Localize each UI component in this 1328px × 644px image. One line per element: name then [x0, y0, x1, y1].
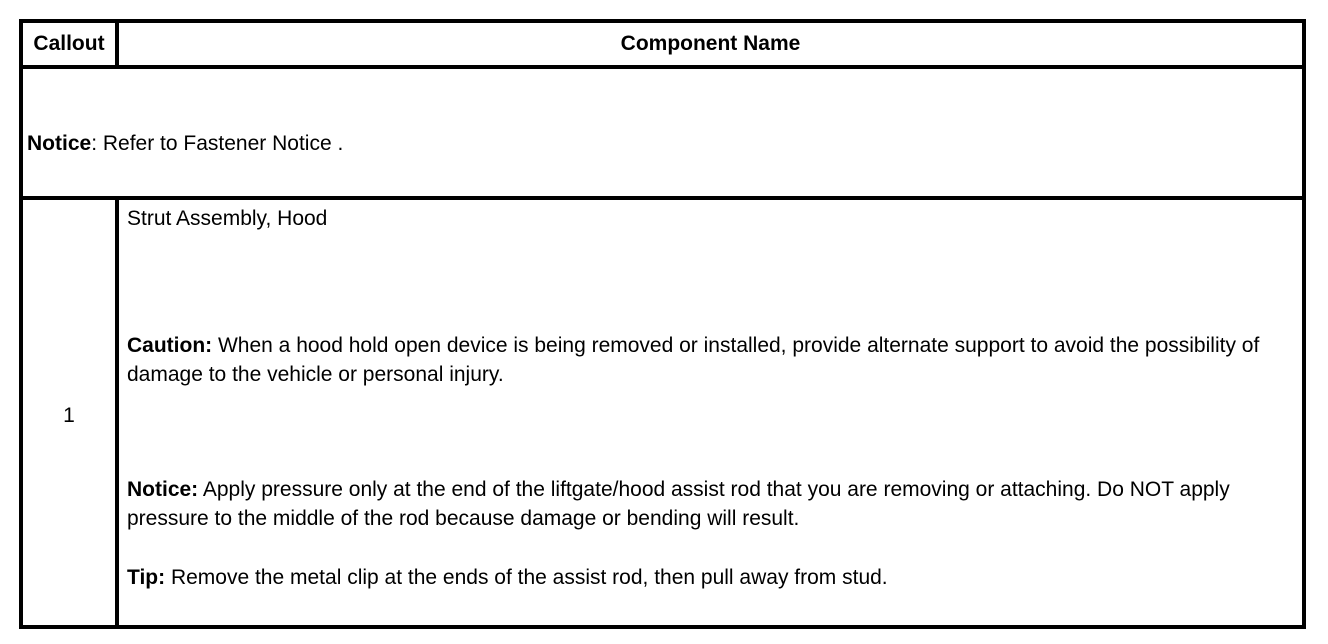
item-notice-text: Apply pressure only at the end of the liftgate/hood assist rod that you are removing or attaching. Do NOT apply pressure to the middle of the rod because damage or bending will result. [127, 478, 1230, 530]
table-header-row [23, 23, 1302, 69]
table-row [23, 200, 1302, 625]
notice-body: : Refer to Fastener Notice . [91, 132, 344, 155]
header-component-name: Component Name [620, 32, 801, 55]
component-name: Strut Assembly, Hood [127, 207, 328, 230]
header-callout: Callout [23, 23, 119, 65]
item-callout-number: 1 [63, 404, 75, 427]
notice-paragraph [127, 475, 1295, 533]
item-component-cell [119, 200, 1302, 625]
fastener-notice-text [27, 132, 343, 156]
item-notice-label: Notice: [127, 478, 199, 501]
callout-table [19, 19, 1306, 629]
caution-text: When a hood hold open device is being removed or installed, provide alternate support to avoid the possibility of damage to the vehicle or personal injury. [127, 334, 1260, 386]
tip-label: Tip: [127, 566, 166, 589]
tip-text: Remove the metal clip at the ends of the assist rod, then pull away from stud. [165, 566, 888, 589]
caution-paragraph [127, 331, 1295, 389]
fastener-notice-row [23, 69, 1302, 200]
tip-paragraph [127, 563, 1295, 592]
notice-label: Notice [27, 132, 92, 155]
item-callout-cell [23, 200, 119, 625]
caution-label: Caution: [127, 334, 213, 357]
